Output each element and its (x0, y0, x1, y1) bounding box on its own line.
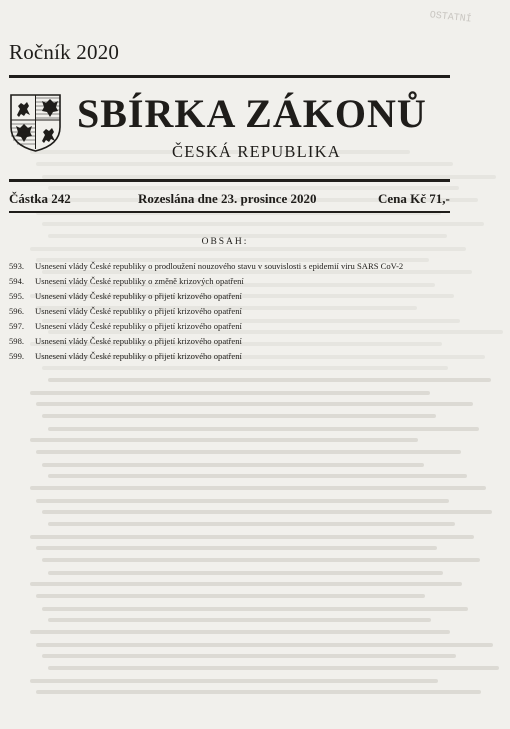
bleed-through-line (48, 474, 467, 478)
contents-heading: OBSAH: (201, 237, 249, 247)
bleed-through-line (30, 486, 486, 490)
contents-item (9, 349, 479, 364)
bleed-through-line (48, 666, 499, 670)
bleed-through-line (42, 510, 492, 514)
bleed-through-line (30, 630, 450, 634)
bottom-rule (9, 211, 450, 213)
bleed-through-line (30, 438, 418, 442)
item-text: Usnesení vlády České republiky o přijetí krizového opatření (35, 336, 242, 346)
country-name: ČESKÁ REPUBLIKA (172, 142, 341, 161)
contents-item (9, 304, 479, 319)
item-text: Usnesení vlády České republiky o přijetí krizového opatření (35, 321, 242, 331)
bleed-through-line (36, 499, 449, 503)
corner-stamp: OSTATNÍ (429, 10, 473, 26)
bleed-through-line (42, 558, 480, 562)
bleed-through-line (48, 378, 491, 382)
item-number: 593. (9, 261, 25, 271)
bleed-through-line (36, 162, 453, 166)
item-text: Usnesení vlády České republiky o přijetí krizového opatření (35, 351, 242, 361)
publication-date: Rozeslána dne 23. prosince 2020 (138, 191, 317, 206)
item-number: 598. (9, 336, 25, 346)
contents-item (9, 319, 479, 334)
item-text: Usnesení vlády České republiky o změně krizových opatření (35, 276, 244, 286)
volume-year: Ročník 2020 (9, 40, 120, 64)
issue-part: Částka 242 (9, 191, 71, 206)
bleed-through-line (36, 402, 473, 406)
bleed-through-line (48, 618, 431, 622)
bleed-through-line (30, 247, 466, 251)
bleed-through-line (42, 366, 448, 370)
item-number: 594. (9, 276, 25, 286)
bleed-through-line (30, 582, 462, 586)
czech-coat-of-arms-icon (9, 93, 62, 153)
bleed-through-line (42, 222, 484, 226)
bleed-through-line (30, 679, 438, 683)
contents-list (9, 259, 479, 364)
bleed-through-line (42, 414, 436, 418)
bleed-through-line (30, 535, 474, 539)
bleed-through-line (36, 643, 493, 647)
bleed-through-line (48, 427, 479, 431)
bleed-through-line (42, 463, 424, 467)
bleed-through-line (42, 607, 468, 611)
issue-price: Cena Kč 71,- (378, 191, 450, 206)
item-number: 599. (9, 351, 25, 361)
bleed-through-line (36, 594, 425, 598)
bleed-through-line (48, 186, 459, 190)
bleed-through-line (36, 690, 481, 694)
item-number: 595. (9, 291, 25, 301)
bleed-through-line (48, 571, 443, 575)
item-number: 597. (9, 321, 25, 331)
bleed-through-line (36, 450, 461, 454)
contents-item (9, 289, 479, 304)
middle-rule (9, 179, 450, 182)
item-text: Usnesení vlády České republiky o přijetí krizového opatření (35, 291, 242, 301)
top-rule (9, 75, 450, 78)
item-text: Usnesení vlády České republiky o přijetí krizového opatření (35, 306, 242, 316)
bleed-through-line (48, 522, 455, 526)
item-text: Usnesení vlády České republiky o prodloužení nouzového stavu v souvislosti s epidemií viru SARS CoV-2 (35, 261, 404, 271)
item-number: 596. (9, 306, 25, 316)
bleed-through-line (36, 546, 437, 550)
bleed-through-line (42, 654, 456, 658)
gazette-title: SBÍRKA ZÁKONŮ (77, 91, 427, 136)
contents-item (9, 334, 479, 349)
contents-item (9, 274, 479, 289)
bleed-through-line (30, 391, 430, 395)
contents-item (9, 259, 479, 274)
